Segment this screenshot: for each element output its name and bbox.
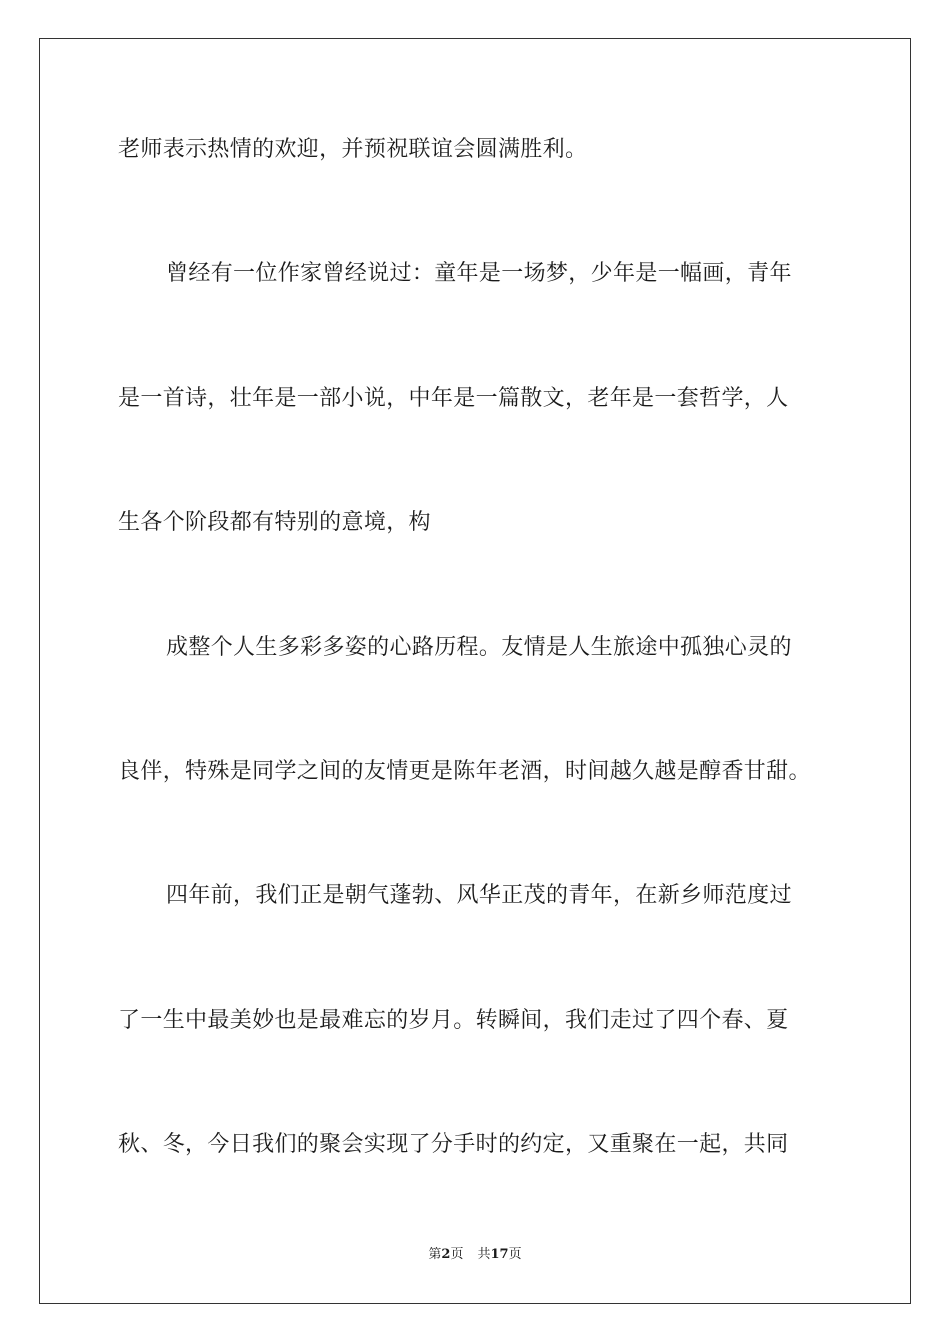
page-footer bbox=[0, 1246, 950, 1264]
text-line-6: 良伴，特殊是同学之间的友情更是陈年老酒，时间越久越是醇香甘甜。 bbox=[118, 759, 811, 784]
text-line-8: 了一生中最美妙也是最难忘的岁月。转瞬间，我们走过了四个春、夏 bbox=[118, 1008, 789, 1033]
page-border bbox=[39, 38, 911, 1304]
text-line-1: 老师表示热情的欢迎，并预祝联谊会圆满胜利。 bbox=[118, 137, 588, 162]
text-line-5: 成整个人生多彩多姿的心路历程。友情是人生旅途中孤独心灵的 bbox=[166, 635, 792, 660]
text-line-7: 四年前，我们正是朝气蓬勃、风华正茂的青年，在新乡师范度过 bbox=[166, 883, 792, 908]
text-line-2: 曾经有一位作家曾经说过：童年是一场梦，少年是一幅画，青年 bbox=[166, 261, 792, 286]
total-label-prefix: 共 bbox=[477, 1247, 491, 1262]
text-line-3: 是一首诗，壮年是一部小说，中年是一篇散文，老年是一套哲学，人 bbox=[118, 386, 789, 411]
page-label-prefix: 第 bbox=[428, 1247, 442, 1262]
text-line-9: 秋、冬，今日我们的聚会实现了分手时的约定，又重聚在一起，共同 bbox=[118, 1132, 789, 1157]
text-line-4: 生各个阶段都有特别的意境，构 bbox=[118, 510, 431, 535]
page-number: 2 bbox=[441, 1247, 451, 1262]
page-label-suffix: 页 bbox=[450, 1247, 464, 1262]
total-pages: 17 bbox=[490, 1247, 509, 1262]
total-label-suffix: 页 bbox=[508, 1247, 522, 1262]
